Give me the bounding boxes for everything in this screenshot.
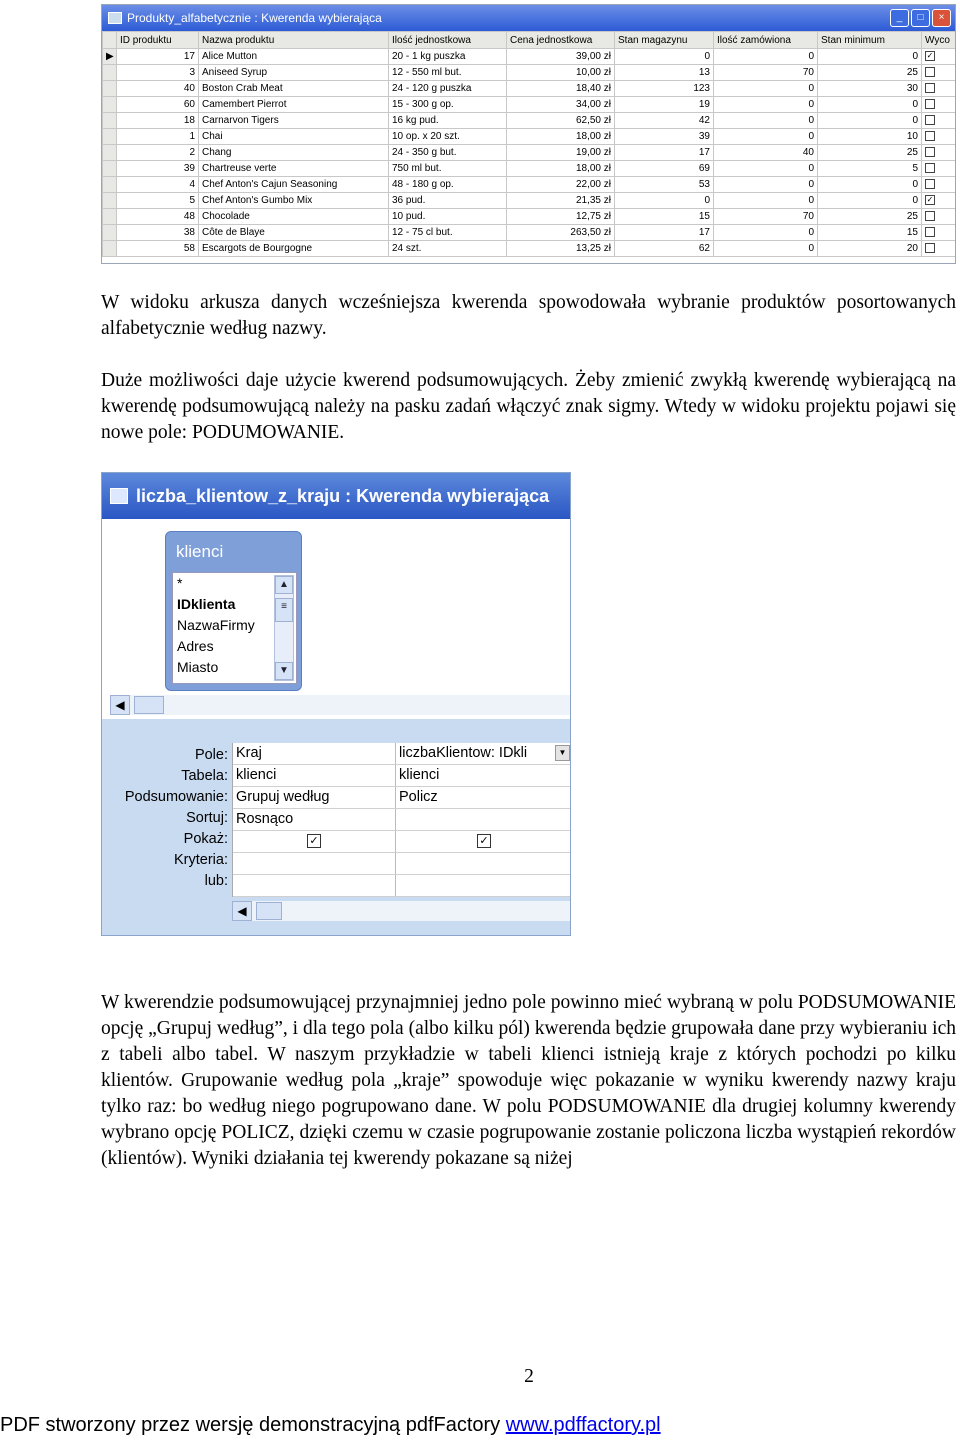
row-selector-header [103, 32, 117, 49]
cell-min-stock[interactable]: 0 [818, 97, 922, 113]
cell-unit-quantity[interactable]: 48 - 180 g op. [389, 177, 507, 193]
column-header[interactable]: Ilość jednostkowa [389, 32, 507, 49]
cell-min-stock[interactable]: 0 [818, 193, 922, 209]
table-row[interactable] [103, 241, 957, 257]
cell-product-name[interactable]: Camembert Pierrot [199, 97, 389, 113]
row-selector[interactable] [103, 97, 117, 113]
cell-min-stock[interactable]: 30 [818, 81, 922, 97]
design-grid-pane [102, 725, 571, 936]
dropdown-arrow-icon[interactable]: ▼ [555, 745, 570, 761]
grid-row-table [233, 765, 571, 787]
cell-unit-quantity[interactable]: 24 - 120 g puszka [389, 81, 507, 97]
grid-row-sort [233, 809, 571, 831]
cell-unit-price[interactable]: 39,00 zł [507, 49, 615, 65]
cell-unit-quantity[interactable]: 10 pud. [389, 209, 507, 225]
cell-stock[interactable]: 0 [615, 49, 714, 65]
cell-unit-quantity[interactable]: 36 pud. [389, 193, 507, 209]
cell-product-name[interactable]: Chef Anton's Gumbo Mix [199, 193, 389, 209]
grid-cell-field[interactable] [396, 743, 571, 764]
column-header[interactable]: Stan magazynu [615, 32, 714, 49]
grid-cell-table[interactable]: klienci [396, 765, 571, 786]
table-row[interactable] [103, 193, 957, 209]
cell-min-stock[interactable]: 15 [818, 225, 922, 241]
column-header-row [103, 32, 957, 49]
cell-product-name[interactable]: Alice Mutton [199, 49, 389, 65]
grid-row-or [233, 875, 571, 897]
maximize-button[interactable]: □ [911, 9, 930, 27]
row-selector[interactable] [103, 145, 117, 161]
cell-discontinued[interactable] [922, 177, 957, 193]
pdf-watermark-footer [0, 1414, 960, 1437]
cell-discontinued[interactable] [922, 113, 957, 129]
grid-cell-total[interactable]: Grupuj według [233, 787, 396, 808]
pdffactory-link[interactable]: www.pdffactory.pl [505, 1414, 661, 1436]
cell-min-stock[interactable]: 0 [818, 177, 922, 193]
cell-product-id[interactable]: 58 [117, 241, 199, 257]
design-grid-row-labels [102, 745, 228, 892]
table-row[interactable] [103, 113, 957, 129]
field-expression: liczbaKlientow: IDkli [399, 745, 528, 761]
cell-product-name[interactable]: Chartreuse verte [199, 161, 389, 177]
grid-row-total [233, 787, 571, 809]
cell-discontinued[interactable] [922, 241, 957, 257]
grid-cell-show[interactable] [396, 831, 571, 852]
discontinued-checkbox[interactable] [925, 243, 935, 253]
cell-product-name[interactable]: Chef Anton's Cajun Seasoning [199, 177, 389, 193]
discontinued-checkbox[interactable] [925, 179, 935, 189]
cell-unit-price[interactable]: 10,00 zł [507, 65, 615, 81]
cell-ordered[interactable]: 0 [714, 241, 818, 257]
row-label-sort: Sortuj: [186, 810, 228, 826]
row-selector[interactable]: ▶ [103, 49, 117, 65]
row-selector[interactable] [103, 177, 117, 193]
cell-stock[interactable]: 19 [615, 97, 714, 113]
row-label-criteria: Kryteria: [174, 852, 228, 868]
row-selector[interactable] [103, 65, 117, 81]
cell-product-name[interactable]: Aniseed Syrup [199, 65, 389, 81]
row-selector[interactable] [103, 81, 117, 97]
row-label-show: Pokaż: [183, 831, 228, 847]
field-item[interactable]: Miasto [177, 659, 219, 675]
cell-unit-price[interactable]: 62,50 zł [507, 113, 615, 129]
cell-discontinued[interactable] [922, 145, 957, 161]
cell-product-name[interactable]: Chang [199, 145, 389, 161]
table-pane [102, 519, 571, 719]
show-checkbox[interactable]: ✓ [477, 834, 491, 848]
row-selector[interactable] [103, 161, 117, 177]
cell-product-id[interactable]: 39 [117, 161, 199, 177]
scroll-thumb[interactable] [256, 902, 282, 920]
cell-stock[interactable]: 69 [615, 161, 714, 177]
field-item[interactable]: * [177, 575, 183, 591]
cell-ordered[interactable]: 40 [714, 145, 818, 161]
cell-unit-price[interactable]: 13,25 zł [507, 241, 615, 257]
cell-product-id[interactable]: 38 [117, 225, 199, 241]
cell-min-stock[interactable]: 0 [818, 49, 922, 65]
query-icon [108, 12, 122, 24]
table-row[interactable] [103, 49, 957, 65]
discontinued-checkbox[interactable] [925, 147, 935, 157]
cell-discontinued[interactable] [922, 81, 957, 97]
minimize-button[interactable]: _ [890, 9, 909, 27]
discontinued-checkbox[interactable] [925, 227, 935, 237]
cell-product-id[interactable]: 1 [117, 129, 199, 145]
grid-row-show [233, 831, 571, 853]
grid-cell-show[interactable] [233, 831, 396, 852]
cell-discontinued[interactable] [922, 129, 957, 145]
discontinued-checkbox[interactable] [925, 99, 935, 109]
field-item[interactable]: Adres [177, 638, 214, 654]
table-row[interactable] [103, 177, 957, 193]
cell-ordered[interactable]: 0 [714, 129, 818, 145]
cell-unit-price[interactable]: 263,50 zł [507, 225, 615, 241]
close-button[interactable]: × [932, 9, 951, 27]
cell-min-stock[interactable]: 5 [818, 161, 922, 177]
cell-ordered[interactable]: 0 [714, 225, 818, 241]
cell-ordered[interactable]: 70 [714, 65, 818, 81]
cell-product-name[interactable]: Carnarvon Tigers [199, 113, 389, 129]
cell-unit-quantity[interactable]: 12 - 75 cl but. [389, 225, 507, 241]
row-selector[interactable] [103, 113, 117, 129]
grid-cell-field[interactable]: Kraj [233, 743, 396, 764]
cell-ordered[interactable]: 70 [714, 209, 818, 225]
grid-cell-or[interactable] [233, 875, 396, 896]
row-label-field: Pole: [194, 747, 228, 763]
cell-discontinued[interactable] [922, 225, 957, 241]
cell-discontinued[interactable] [922, 49, 957, 65]
cell-ordered[interactable]: 0 [714, 161, 818, 177]
grid-cell-table[interactable]: klienci [233, 765, 396, 786]
discontinued-checkbox[interactable] [925, 163, 935, 173]
cell-product-id[interactable]: 17 [117, 49, 199, 65]
table-row[interactable] [103, 129, 957, 145]
field-item[interactable]: NazwaFirmy [177, 617, 255, 633]
field-list [172, 572, 297, 684]
table-row[interactable] [103, 161, 957, 177]
row-selector[interactable] [103, 193, 117, 209]
cell-discontinued[interactable] [922, 209, 957, 225]
cell-product-name[interactable]: Chocolade [199, 209, 389, 225]
grid-cell-criteria[interactable] [396, 853, 571, 874]
cell-discontinued[interactable] [922, 97, 957, 113]
cell-min-stock[interactable]: 10 [818, 129, 922, 145]
cell-unit-price[interactable]: 22,00 zł [507, 177, 615, 193]
field-item-primary-key[interactable]: IDklienta [177, 596, 236, 612]
cell-unit-quantity[interactable]: 16 kg pud. [389, 113, 507, 129]
cell-stock[interactable]: 39 [615, 129, 714, 145]
cell-unit-price[interactable]: 21,35 zł [507, 193, 615, 209]
column-header[interactable]: ID produktu [117, 32, 199, 49]
scroll-thumb[interactable]: ≡ [275, 598, 293, 622]
column-header[interactable]: Stan minimum [818, 32, 922, 49]
cell-stock[interactable]: 17 [615, 145, 714, 161]
cell-stock[interactable]: 42 [615, 113, 714, 129]
cell-unit-quantity[interactable]: 20 - 1 kg puszka [389, 49, 507, 65]
column-header[interactable]: Nazwa produktu [199, 32, 389, 49]
cell-ordered[interactable]: 0 [714, 97, 818, 113]
discontinued-checkbox[interactable] [925, 83, 935, 93]
discontinued-checkbox[interactable] [925, 115, 935, 125]
column-header[interactable]: Wyco [922, 32, 957, 49]
cell-unit-quantity[interactable]: 15 - 300 g op. [389, 97, 507, 113]
cell-min-stock[interactable]: 25 [818, 65, 922, 81]
table-row[interactable] [103, 225, 957, 241]
grid-cell-total[interactable]: Policz [396, 787, 571, 808]
query-icon [110, 488, 128, 504]
query-design-title: liczba_klientow_z_kraju : Kwerenda wybierająca [136, 485, 550, 506]
cell-unit-quantity[interactable]: 12 - 550 ml but. [389, 65, 507, 81]
design-grid [232, 743, 571, 897]
design-grid-horizontal-scrollbar[interactable] [232, 901, 571, 921]
paragraph-datasheet-intro: W widoku arkusza danych wcześniejsza kwerenda spowodowała wybranie produktów posortowanych alfabetycznie według nazwy. [101, 292, 956, 339]
cell-discontinued[interactable] [922, 193, 957, 209]
discontinued-checkbox[interactable] [925, 131, 935, 141]
cell-stock[interactable]: 53 [615, 177, 714, 193]
table-pane-horizontal-scrollbar[interactable] [110, 695, 570, 715]
cell-product-name[interactable]: Côte de Blaye [199, 225, 389, 241]
cell-discontinued[interactable] [922, 161, 957, 177]
cell-unit-quantity[interactable]: 750 ml but. [389, 161, 507, 177]
datasheet-grid [102, 31, 956, 257]
cell-ordered[interactable]: 0 [714, 49, 818, 65]
scroll-up-icon[interactable]: ▲ [275, 576, 293, 594]
cell-unit-quantity[interactable]: 10 op. x 20 szt. [389, 129, 507, 145]
datasheet-title: Produkty_alfabetycznie : Kwerenda wybierająca [127, 11, 382, 25]
datasheet-title-bar [102, 5, 955, 31]
grid-row-field [233, 743, 571, 765]
paragraph-summary-queries: Duże możliwości daje użycie kwerend podsumowujących. Żeby zmienić zwykłą kwerendę wybierającą na kwerendę podsumowującą należy na pasku zadań włączyć znak sigmy. Wtedy w widoku projektu pojawi się nowe pole: PODUMOWANIE. [101, 370, 956, 443]
row-selector[interactable] [103, 209, 117, 225]
cell-unit-price[interactable]: 34,00 zł [507, 97, 615, 113]
cell-stock[interactable]: 15 [615, 209, 714, 225]
cell-stock[interactable]: 0 [615, 193, 714, 209]
grid-cell-sort[interactable]: Rosnąco [233, 809, 396, 830]
cell-product-id[interactable]: 3 [117, 65, 199, 81]
show-checkbox[interactable]: ✓ [307, 834, 321, 848]
scroll-thumb[interactable] [134, 696, 164, 714]
cell-product-name[interactable]: Chai [199, 129, 389, 145]
cell-unit-price[interactable]: 18,00 zł [507, 129, 615, 145]
cell-ordered[interactable]: 0 [714, 193, 818, 209]
table-row[interactable] [103, 209, 957, 225]
cell-stock[interactable]: 62 [615, 241, 714, 257]
scroll-left-icon[interactable]: ◀ [110, 695, 130, 715]
cell-ordered[interactable]: 0 [714, 177, 818, 193]
cell-product-id[interactable]: 60 [117, 97, 199, 113]
cell-product-name[interactable]: Escargots de Bourgogne [199, 241, 389, 257]
row-label-or: lub: [204, 873, 228, 889]
cell-unit-quantity[interactable]: 24 szt. [389, 241, 507, 257]
row-selector[interactable] [103, 225, 117, 241]
cell-product-name[interactable]: Boston Crab Meat [199, 81, 389, 97]
cell-unit-price[interactable]: 18,40 zł [507, 81, 615, 97]
cell-min-stock[interactable]: 25 [818, 145, 922, 161]
cell-stock[interactable]: 17 [615, 225, 714, 241]
field-list-scrollbar[interactable] [274, 575, 294, 681]
row-label-table: Tabela: [181, 768, 228, 784]
paragraph-group-by-explanation: W kwerendzie podsumowującej przynajmniej jedno pole powinno mieć wybraną w polu PODSUMOWANIE opcję „Grupuj według”, i dla tego pola (albo kilku pól) kwerenda będzie grupowała dane przy wybieraniu ich z tabeli albo tabel. W naszym przykładzie w tabeli klienci istnieją kraje z których pochodzi po kilku klientów. Grupowanie według pola „kraje” spowoduje więc pokazanie w wyniku kwerendy nazwy kraju tylko raz: bo według niego pogrupowano dane. W polu PODSUMOWANIE dla drugiej kolumny kwerendy wybrano opcję POLICZ, dzięki czemu w czasie pogrupowanie zostanie policzona liczba wystąpień rekordów (klientów). Wyniki działania tej kwerendy pokazane są niżej [101, 992, 956, 1169]
cell-min-stock[interactable]: 20 [818, 241, 922, 257]
table-row[interactable] [103, 97, 957, 113]
cell-unit-price[interactable]: 19,00 zł [507, 145, 615, 161]
datasheet-body [103, 49, 957, 257]
footer-text: PDF stworzony przez wersję demonstracyjną pdfFactory [0, 1414, 506, 1436]
cell-stock[interactable]: 13 [615, 65, 714, 81]
grid-cell-criteria[interactable] [233, 853, 396, 874]
datasheet-window [101, 4, 956, 264]
discontinued-checkbox[interactable]: ✓ [926, 51, 934, 61]
column-header[interactable]: Cena jednostkowa [507, 32, 615, 49]
table-row[interactable] [103, 145, 957, 161]
grid-cell-or[interactable] [396, 875, 571, 896]
cell-discontinued[interactable] [922, 65, 957, 81]
cell-stock[interactable]: 123 [615, 81, 714, 97]
cell-unit-price[interactable]: 12,75 zł [507, 209, 615, 225]
column-header[interactable]: Ilość zamówiona [714, 32, 818, 49]
cell-product-id[interactable]: 2 [117, 145, 199, 161]
cell-unit-quantity[interactable]: 24 - 350 g but. [389, 145, 507, 161]
row-label-total: Podsumowanie: [124, 789, 228, 805]
cell-unit-price[interactable]: 18,00 zł [507, 161, 615, 177]
row-selector[interactable] [103, 129, 117, 145]
cell-product-id[interactable]: 4 [117, 177, 199, 193]
scroll-left-icon[interactable]: ◀ [232, 901, 252, 921]
cell-product-id[interactable]: 40 [117, 81, 199, 97]
page-number: 2 [524, 1366, 534, 1387]
grid-row-criteria [233, 853, 571, 875]
cell-min-stock[interactable]: 0 [818, 113, 922, 129]
cell-ordered[interactable]: 0 [714, 113, 818, 129]
discontinued-checkbox[interactable] [925, 67, 935, 77]
grid-cell-sort[interactable] [396, 809, 571, 830]
query-design-window [101, 472, 571, 936]
discontinued-checkbox[interactable] [925, 211, 935, 221]
cell-product-id[interactable]: 48 [117, 209, 199, 225]
cell-product-id[interactable]: 5 [117, 193, 199, 209]
row-selector[interactable] [103, 241, 117, 257]
query-design-title-bar [102, 473, 570, 519]
scroll-down-icon[interactable]: ▼ [275, 662, 293, 680]
discontinued-checkbox[interactable]: ✓ [926, 195, 934, 205]
cell-product-id[interactable]: 18 [117, 113, 199, 129]
cell-ordered[interactable]: 0 [714, 81, 818, 97]
table-row[interactable] [103, 65, 957, 81]
table-name: klienci [176, 542, 224, 561]
cell-min-stock[interactable]: 25 [818, 209, 922, 225]
table-field-list[interactable] [165, 531, 302, 691]
table-row[interactable] [103, 81, 957, 97]
